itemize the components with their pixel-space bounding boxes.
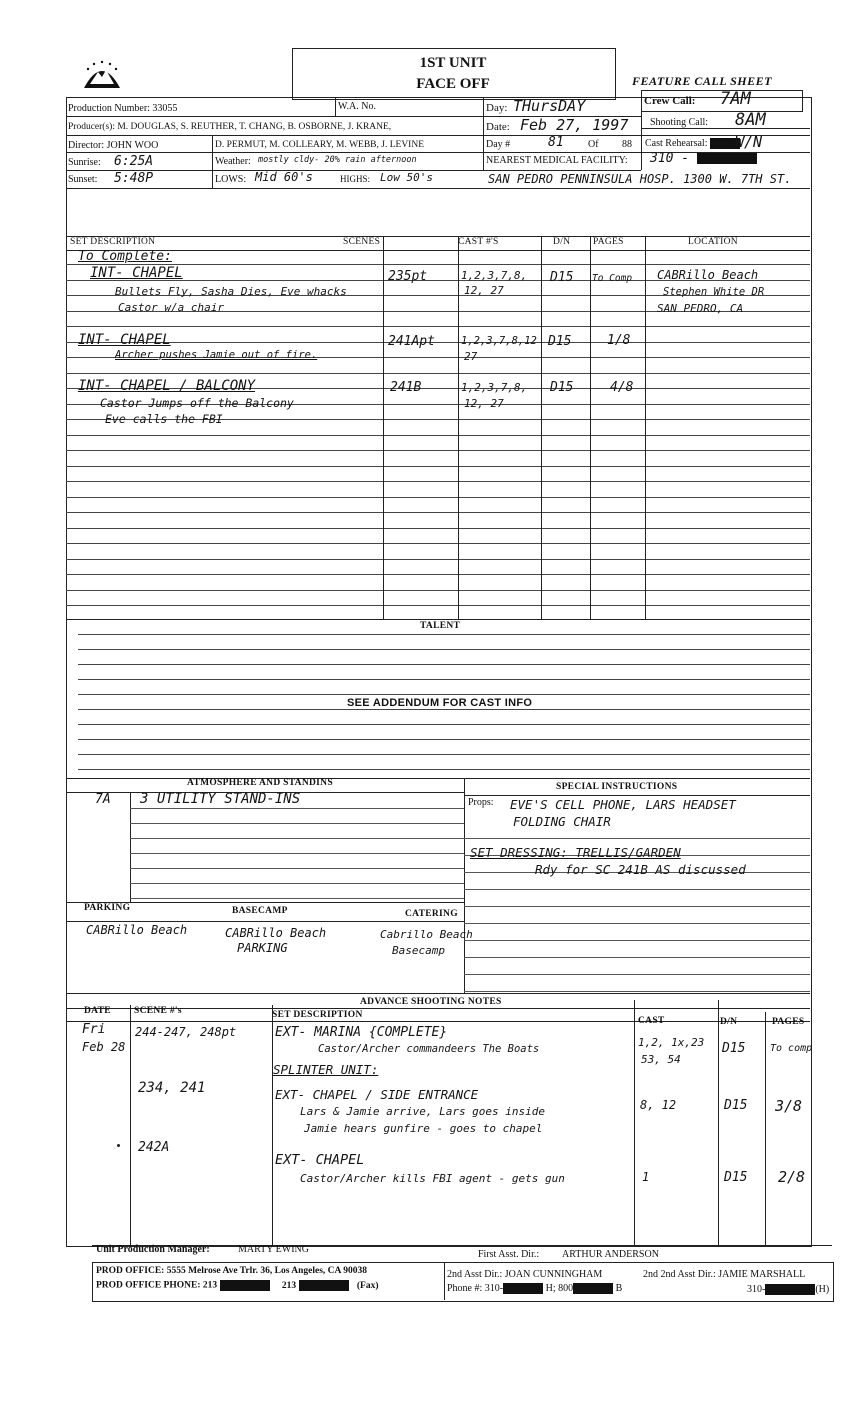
prod-office-address: PROD OFFICE: 5555 Melrose Ave Trlr. 36, Los Angeles, CA 90038 (96, 1266, 368, 1276)
adv-row-scenes: 234, 241 (138, 1080, 206, 1096)
schedule-row-set: INT- CHAPEL / BALCONY (78, 378, 256, 394)
grid-line (66, 342, 810, 343)
schedule-row-dn: D15 (550, 380, 574, 395)
adv-col-date: DATE (84, 1006, 111, 1016)
adv-row-dn: D15 (724, 1098, 748, 1113)
second-ad-phone: Phone #: 310- H; 800 B (447, 1283, 623, 1294)
grid-line (66, 435, 810, 436)
adv-row-desc: Lars & Jamie arrive, Lars goes inside (300, 1105, 546, 1118)
highs-value: Low 50's (380, 171, 433, 184)
cast-rehearsal-value: W/N (735, 133, 763, 151)
adv-date: Feb 28 (82, 1040, 126, 1054)
medical-label: NEAREST MEDICAL FACILITY: (486, 155, 628, 166)
parking-label: PARKING (84, 903, 131, 913)
adv-row-pages: To comp (770, 1043, 813, 1054)
col-cast: CAST #'S (458, 237, 499, 247)
adv-row-set: EXT- MARINA {COMPLETE} (275, 1025, 448, 1040)
schedule-row-scenes: 241B (390, 380, 422, 395)
production-title: FACE OFF (416, 76, 490, 92)
schedule-row-cast: 12, 27 (464, 397, 504, 410)
schedule-row-desc: Bullets Fly, Sasha Dies, Eve whacks (115, 285, 347, 298)
sunset-value: 5:48P (114, 171, 154, 186)
schedule-row-dn: D15 (550, 270, 574, 285)
adv-col-set: SET DESCRIPTION (272, 1010, 363, 1020)
schedule-row-scenes: 241Apt (388, 334, 435, 349)
grid-line (66, 590, 810, 591)
shooting-call-value: 8AM (735, 110, 766, 130)
of-number: 88 (622, 139, 632, 150)
wa-no: W.A. No. (338, 101, 376, 112)
schedule-row-dn: D15 (548, 334, 572, 349)
grid-line (66, 373, 810, 374)
lows-value: Mid 60's (255, 170, 313, 184)
grid-line (464, 906, 810, 907)
schedule-row-desc: Archer pushes Jamie out of fire. (115, 349, 318, 361)
grid-line (464, 889, 810, 890)
second-second-ad: 2nd 2nd Asst Dir.: JAMIE MARSHALL (643, 1269, 806, 1280)
schedule-row-set: INT- CHAPEL (78, 332, 171, 348)
second-second-ad-phone: 310- (H) (747, 1284, 830, 1295)
col-scenes: SCENES (343, 237, 381, 247)
to-complete-label: To Complete: (78, 249, 172, 264)
grid-line (464, 838, 810, 839)
grid-line (78, 694, 810, 695)
bullet-mark (117, 1144, 120, 1147)
date-label: Date: (486, 121, 510, 133)
schedule-row-desc: Eve calls the FBI (105, 412, 223, 426)
set-dressing-line: SET DRESSING: TRELLIS/GARDEN (470, 845, 681, 860)
schedule-row-cast: 1,2,3,7,8, (461, 269, 528, 282)
sunrise-label: Sunrise: (68, 157, 101, 168)
props-label: Props: (468, 797, 494, 808)
prod-office-phone: PROD OFFICE PHONE: 213 213 (Fax) (96, 1280, 379, 1291)
shooting-call-label: Shooting Call: (650, 117, 709, 128)
grid-line (130, 823, 464, 824)
of-label: Of (588, 139, 599, 150)
medical-phone: 310 - (650, 151, 757, 166)
adv-row-dn: D15 (722, 1041, 746, 1056)
grid-line (66, 559, 810, 560)
grid-line (78, 664, 810, 665)
special-instructions-label: SPECIAL INSTRUCTIONS (556, 782, 678, 792)
adv-row-cast: 8, 12 (640, 1098, 677, 1112)
grid-line (78, 649, 810, 650)
adv-col-pages: PAGES (772, 1017, 805, 1027)
adv-row-desc: Jamie hears gunfire - goes to chapel (304, 1122, 543, 1135)
grid-line (78, 754, 810, 755)
crew-call-value: 7AM (720, 89, 751, 109)
adv-row-scenes: 242A (138, 1140, 170, 1155)
grid-line (78, 769, 810, 770)
grid-line (464, 957, 810, 958)
unit-label: 1ST UNIT (419, 55, 487, 71)
grid-line (78, 634, 810, 635)
grid-line (464, 974, 810, 975)
col-set-description: SET DESCRIPTION (70, 237, 156, 247)
schedule-row-cast: 1,2,3,7,8, (461, 381, 528, 394)
schedule-row-cast: 27 (464, 350, 478, 363)
schedule-row-cast: 1,2,3,7,8,12 (461, 335, 537, 347)
grid-line (66, 481, 810, 482)
director: Director: JOHN WOO (68, 140, 159, 151)
grid-line (66, 574, 810, 575)
producers: Producer(s): M. DOUGLAS, S. REUTHER, T. CHANG, B. OSBORNE, J. KRANE, (68, 122, 392, 132)
basecamp-value: PARKING (237, 941, 288, 955)
col-dn: D/N (553, 237, 571, 247)
catering-value: Cabrillo Beach (380, 928, 473, 941)
grid-line (464, 991, 810, 992)
day-number-label: Day # (486, 139, 511, 150)
day-value: THursDAY (513, 97, 586, 115)
schedule-row-scenes: 235pt (388, 269, 428, 284)
atmosphere-time: 7A (95, 792, 111, 807)
second-ad: 2nd Asst Dir.: JOAN CUNNINGHAM (447, 1269, 603, 1280)
grid-line (130, 838, 464, 839)
schedule-row-pages: 1/8 (607, 333, 631, 348)
col-pages: PAGES (593, 237, 624, 247)
grid-line (130, 808, 464, 809)
grid-line (66, 512, 810, 513)
adv-col-cast: CAST (638, 1016, 665, 1026)
schedule-row-desc: Castor Jumps off the Balcony (100, 396, 294, 410)
schedule-row-desc: Castor w/a chair (118, 301, 224, 314)
grid-line (66, 497, 810, 498)
weather-value: mostly cldy- 20% rain afternoon (258, 155, 417, 165)
grid-line (130, 883, 464, 884)
highs-label: HIGHS: (340, 174, 371, 184)
catering-value: Basecamp (392, 944, 445, 957)
grid-line (464, 940, 810, 941)
crew-call-label: Crew Call: (644, 95, 696, 107)
adv-row-pages: 3/8 (775, 1097, 803, 1115)
feature-call-sheet-label: FEATURE CALL SHEET (632, 74, 772, 88)
splinter-unit-label: SPLINTER UNIT: (273, 1062, 379, 1077)
location-line: SAN PEDRO, CA (657, 302, 744, 315)
adv-row-set: EXT- CHAPEL / SIDE ENTRANCE (275, 1087, 479, 1102)
upm-name: MARTY EWING (238, 1244, 309, 1255)
schedule-row-cast: 12, 27 (464, 284, 504, 297)
adv-row-desc: Castor/Archer commandeers The Boats (318, 1043, 540, 1055)
adv-row-dn: D15 (724, 1170, 748, 1185)
production-number: Production Number: 33055 (68, 103, 178, 114)
date-value: Feb 27, 1997 (520, 116, 629, 134)
adv-col-dn: D/N (720, 1017, 738, 1027)
set-dressing-line: Rdy for SC 241B AS discussed (535, 862, 746, 877)
grid-line (78, 709, 810, 710)
adv-row-desc: Castor/Archer kills FBI agent - gets gun (300, 1172, 565, 1185)
cast-rehearsal-label: Cast Rehearsal: (645, 138, 740, 149)
grid-line (66, 326, 810, 327)
upm-label: Unit Production Manager: (96, 1244, 210, 1255)
grid-line (78, 724, 810, 725)
grid-line (66, 528, 810, 529)
schedule-row-pages: To Comp (592, 273, 633, 284)
adv-row-cast: 53, 54 (641, 1053, 681, 1066)
grid-line (66, 543, 810, 544)
grid-line (130, 853, 464, 854)
weather-label: Weather: (215, 156, 251, 167)
paramount-logo (80, 60, 124, 90)
first-ad-name: ARTHUR ANDERSON (562, 1249, 659, 1260)
props-line: EVE'S CELL PHONE, LARS HEADSET (510, 797, 736, 812)
location-line: CABRillo Beach (657, 268, 759, 282)
atmosphere-desc: 3 UTILITY STAND-INS (140, 791, 301, 807)
day-label: Day: (486, 102, 508, 114)
basecamp-label: BASECAMP (232, 906, 288, 916)
schedule-row-pages: 4/8 (610, 380, 634, 395)
advance-notes-label: ADVANCE SHOOTING NOTES (360, 997, 502, 1007)
adv-date: Fri (82, 1022, 106, 1037)
producers-cont: D. PERMUT, M. COLLEARY, M. WEBB, J. LEVINE (215, 140, 425, 150)
adv-row-set: EXT- CHAPEL (275, 1152, 365, 1168)
adv-row-cast: 1 (642, 1170, 650, 1184)
props-line: FOLDING CHAIR (513, 814, 611, 829)
talent-label: TALENT (420, 621, 461, 631)
adv-row-pages: 2/8 (778, 1168, 806, 1186)
grid-line (78, 679, 810, 680)
grid-line (66, 605, 810, 606)
first-ad-label: First Asst. Dir.: (478, 1249, 540, 1260)
location-line: Stephen White DR (663, 286, 765, 298)
adv-row-cast: 1,2, 1x,23 (638, 1036, 705, 1049)
grid-line (66, 450, 810, 451)
col-location: LOCATION (688, 237, 738, 247)
grid-line (78, 739, 810, 740)
day-number: 81 (548, 135, 564, 150)
cast-info-note: SEE ADDENDUM FOR CAST INFO (347, 697, 533, 709)
catering-label: CATERING (405, 909, 458, 919)
lows-label: LOWS: (215, 174, 247, 185)
sunrise-value: 6:25A (114, 154, 154, 169)
grid-line (130, 868, 464, 869)
adv-col-scenes: SCENE #'s (134, 1006, 182, 1016)
atmosphere-label: ATMOSPHERE AND STANDINS (187, 778, 333, 788)
grid-line (66, 466, 810, 467)
medical-facility: SAN PEDRO PENNINSULA HOSP. 1300 W. 7TH ST. (488, 172, 792, 186)
grid-line (130, 898, 464, 899)
basecamp-value: CABRillo Beach (225, 926, 327, 940)
schedule-row-set: INT- CHAPEL (90, 265, 183, 281)
grid-line (464, 923, 810, 924)
parking-value: CABRillo Beach (86, 923, 188, 937)
adv-row-scenes: 244-247, 248pt (135, 1025, 237, 1039)
sunset-label: Sunset: (68, 174, 98, 185)
